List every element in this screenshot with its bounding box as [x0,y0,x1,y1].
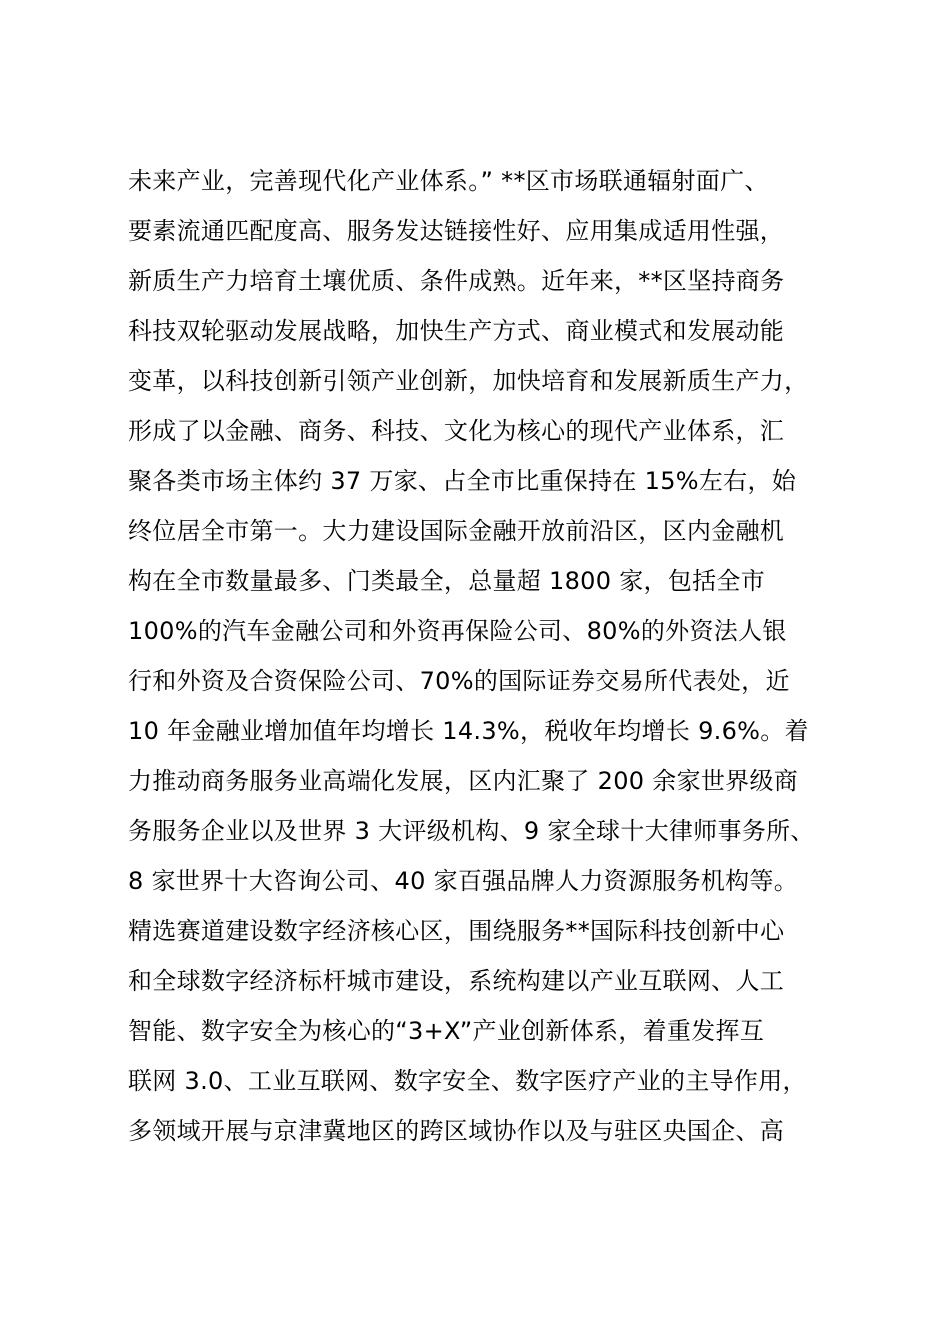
text-line-3: 新质生产力培育土壤优质、条件成熟。近年来，**区坚持商务 [128,267,785,295]
text-line-17: 和全球数字经济标杆城市建设，系统构建以产业互联网、人工 [128,967,785,995]
text-line-12: 10 年金融业增加值年均增长 14.3%，税收年均增长 9.6%。着 [128,717,809,745]
text-line-7: 聚各类市场主体约 37 万家、占全市比重保持在 15%左右，始 [128,467,797,495]
text-line-5: 变革，以科技创新引领产业创新，加快培育和发展新质生产力， [128,367,809,395]
text-line-14: 务服务企业以及世界 3 大评级机构、9 家全球十大律师事务所、 [128,817,815,845]
text-line-1: 未来产业，完善现代化产业体系。” **区市场联通辐射面广、 [128,167,769,195]
text-line-9: 构在全市数量最多、门类最全，总量超 1800 家，包括全市 [128,567,766,595]
text-line-19: 联网 3.0、工业互联网、数字安全、数字医疗产业的主导作用， [128,1067,807,1095]
text-line-11: 行和外资及合资保险公司、70%的国际证券交易所代表处，近 [128,667,790,695]
text-line-15: 8 家世界十大咨询公司、40 家百强品牌人力资源服务机构等。 [128,867,799,895]
text-line-6: 形成了以金融、商务、科技、文化为核心的现代产业体系，汇 [128,417,785,445]
text-line-13: 力推动商务服务业高端化发展，区内汇聚了 200 余家世界级商 [128,767,799,795]
text-line-20: 多领域开展与京津冀地区的跨区域协作以及与驻区央国企、高 [128,1117,785,1145]
text-line-10: 100%的汽车金融公司和外资再保险公司、80%的外资法人银 [128,617,787,645]
text-line-2: 要素流通匹配度高、服务发达链接性好、应用集成适用性强， [128,217,785,245]
text-line-16: 精选赛道建设数字经济核心区，围绕服务**国际科技创新中心 [128,917,785,945]
text-line-18: 智能、数字安全为核心的“3+X”产业创新体系，着重发挥互 [128,1017,765,1045]
text-line-4: 科技双轮驱动发展战略，加快生产方式、商业模式和发展动能 [128,317,785,345]
text-line-8: 终位居全市第一。大力建设国际金融开放前沿区，区内金融机 [128,517,785,545]
body-text [128,167,888,1156]
